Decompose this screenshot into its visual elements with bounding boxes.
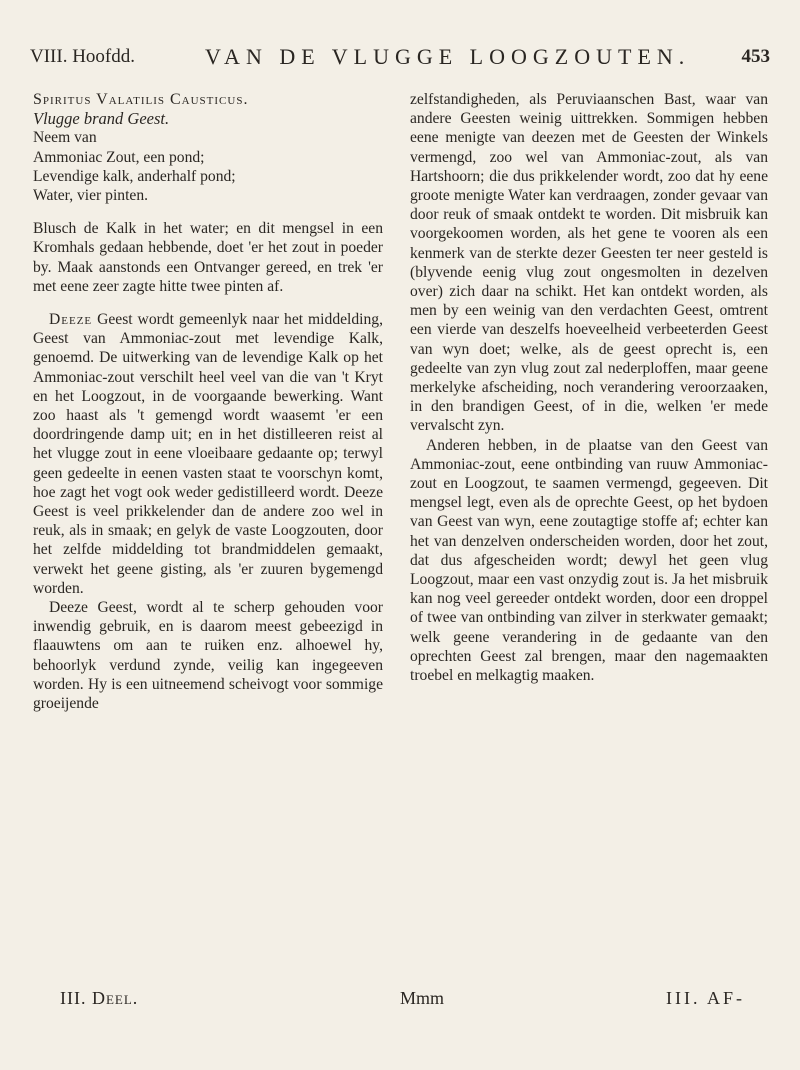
catchword: III. AF- (666, 988, 745, 1008)
signature-mark: Mmm (400, 988, 445, 1008)
paragraph-method: Blusch de Kalk in het water; en dit mengsel in een Kromhals gedaan hebbende, doet 'er het zout in poeder by. Maak aanstonds een Ontvanger gereed, en trek 'er met eene zeer zagte hitte twee pinten af. (33, 220, 383, 295)
paragraph-lead-word: Deeze (49, 311, 93, 329)
paragraph-continuation: zelfstandigheden, als Peruviaanschen Bast, waar van andere Geesten weinig uittrekken. Sommigen hebben eene menigte van deezen met de Geesten der Winkels vermengd, zoo wel van Ammoniac-zout, als van Hartshoorn; die dus prikkelender wordt, zoo dat hy eene groote menigte Water kan verdraagen, zonder gevaar van door reuk of smaak ontdekt te worden. Dit misbruik kan voorgekoomen worden, als het gene te vooren als een kenmerk van de sterkte dezer Geesten ter neer gesteld is (blyvende eenig vlug zout ongesmolten in dezelven over) zich daar na schikt. Het kan ontdekt worden, als men by een weinig van den verdachten Geest, omtrent een vierde van deszelfs hoeveelheid verbeeterden Geest van wyn doet; welke, als de geest oprecht is, een gedeelte van zyn vlug zout zal nederploffen, maar geene merkelyke afscheiding, noch verandering veroorzaaken, in den brandigen Geest, of in die, welken 'er mede vervalscht zyn. (410, 91, 768, 435)
recipe-item: Levendige kalk, anderhalf pond; (33, 167, 236, 185)
section-subtitle: Vlugge brand Geest. (33, 109, 170, 129)
paragraph-description (33, 310, 383, 598)
recipe-intro: Neem van (33, 129, 97, 147)
running-header (30, 42, 770, 74)
chapter-label: VIII. Hoofdd. (30, 46, 136, 67)
recipe-item: Water, vier pinten. (33, 187, 149, 205)
volume-label: III. Deel. (60, 988, 139, 1008)
paragraph-usage: Deeze Geest, wordt al te scherp gehouden voor inwendig gebruik, en is daarom meest gebeezigd in flaauwtens om aan te ruiken enz. alhoewel hy, behoorlyk verdund zynde, veilig kan ingegeeven worden. Hy is een uitneemend scheivogt voor sommige groeijende (33, 599, 383, 713)
page-number: 453 (741, 46, 770, 67)
page-footer (30, 988, 770, 1016)
recipe-item: Ammoniac Zout, een pond; (33, 148, 205, 166)
paragraph-description-text: Geest wordt gemeenlyk naar het middelding, Geest van Ammoniac-zout met levendige Kalk, genoemd. De uitwerking van de levendige Kalk op het Ammoniac-zout verschilt heel veel van die van 't Kryt en het Loogzout, in de voorgaande bewerking. Want zoo haast als 't gemengd wordt waasemt 'er een doordringende damp uit; en in het distilleeren reist al het vlugge zout in eene vloeibaare gedaante op; terwyl geen gedeelte in eenen vasten staat te voorschyn komt, hoe zagt het vogt ook weder gedistilleerd wordt. Deeze Geest is veel prikkelender dan de andere zoo wel in reuk, als in smaak; en gelyk de vaste Loogzouten, door het zelfde middelding tot brandmiddelen gemaakt, verwekt het geene gisting, als 'er zuuren bygemengd worden. (33, 311, 383, 597)
section-title: Spiritus Valatilis Causticus. (33, 91, 249, 108)
running-title: VAN DE VLUGGE LOOGZOUTEN. (205, 44, 691, 69)
paragraph-adulteration: Anderen hebben, in de plaatse van den Geest van Ammoniac-zout, eene ontbinding van ruuw Ammoniac-zout en Loogzout, te saamen vermengd, gegeeven. Dit mengsel legt, even als de oprechte Geest, op het bydoen van Geest van wyn, eene zoutagtige stoffe af; echter kan het van denzelven onderscheiden worden, door het zout, dat dus afgescheiden wordt; dewyl het geen vlug Loogzout, maar een vast onzydig zout is. Ja het misbruik kan nog veel gereeder ontdekt worden, door een droppel of twee van ontbinding van zilver in sterkwater gemaakt; welk geene verandering in de gedaante van den oprechten Geest zal brengen, maar den nagemaakten troebel en melkagtig maaken. (410, 436, 768, 685)
left-column (33, 90, 383, 713)
right-column (410, 90, 768, 685)
